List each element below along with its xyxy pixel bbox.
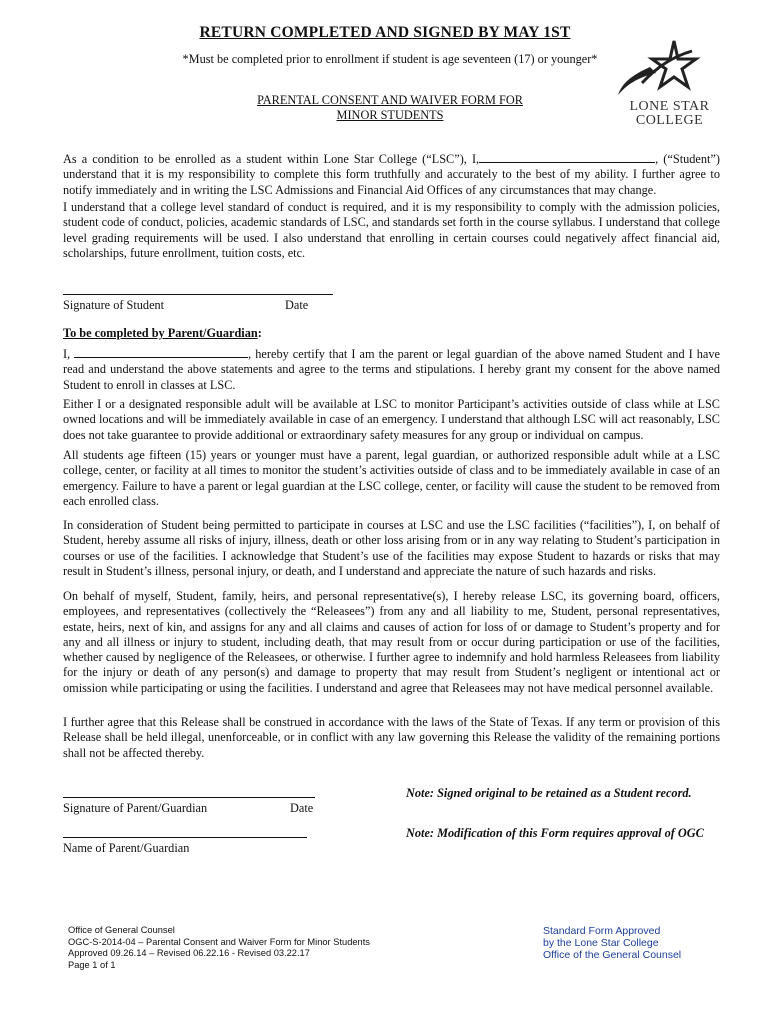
assumption-of-risk-paragraph: In consideration of Student being permitted to participate in courses at LSC and use the LSC facilities (“facilities”), I, on behalf of Student, hereby assume all risks of injury, illness, death or other loss arising from or in any way relating to Student’s participation in courses or use of the facilities. I acknowledge that Student’s use of the facilities may expose Student to hazards or risks that may result in Student’s illness, personal injury, or death, and I understand and appreciate the nature of such hazards and risks. — [63, 518, 720, 578]
form-title-line-2: MINOR STUDENTS — [336, 108, 444, 122]
student-conduct-paragraph: I understand that a college level standard of conduct is required, and it is my responsibility to comply with the admission policies, student code of conduct, policies, academic standards of LSC, and standards set forth in the course syllabus. I understand that college level grading requirements will be used. I also understand that enrolling in certain courses could negatively affect financial aid, scholarships, future enrollment, tuition costs, etc. — [63, 200, 720, 260]
logo-text-line-2: COLLEGE — [635, 113, 704, 128]
parent-certification-paragraph — [63, 347, 720, 393]
student-signature-label: Signature of Student — [63, 298, 165, 312]
parent-date-label: Date — [290, 801, 314, 815]
release-paragraph: On behalf of myself, Student, family, heirs, and personal representative(s), I hereby release LSC, its governing board, officers, employees, and representatives (collectively the “Releasees”) from any and all liability to me, Student, personal representatives, estate, heirs, next of kin, and assigns for any and all claims and causes of action for loss of or damage to Student’s property and for any and all illness or injury to student, including death, that may result from or occur during participation or use of the facilities, whether caused by negligence of the Releasees, or otherwise. I further agree to indemnify and hold harmless Releasees from liability for the injury or death of any person(s) and damage to property that may result from Student’s negligent or intentional act or omission while participating or using the facilities. I understand and agree that Releasees may not have medical personnel available. — [63, 589, 720, 695]
footer-left — [68, 925, 370, 971]
footer-form-id: OGC-S-2014-04 – Parental Consent and Waiver Form for Minor Students — [68, 936, 370, 947]
parent-signature-label: Signature of Parent/Guardian — [63, 801, 208, 815]
form-title — [200, 93, 580, 123]
supervision-paragraph: Either I or a designated responsible adult will be available at LSC to monitor Participant’s activities outside of class while at LSC owned locations and will be immediately available in case of an emergency. I understand that although LSC will act reasonably, LSC does not take guarantee to provide additional or extraordinary safety measures for any group or individual on campus. — [63, 397, 720, 442]
student-condition-paragraph — [63, 152, 720, 198]
parent-name-label: Name of Parent/Guardian — [63, 841, 190, 855]
retention-note: Note: Signed original to be retained as a Student record. — [406, 786, 692, 800]
parent-signature-line[interactable] — [63, 797, 315, 798]
footer-office: Office of General Counsel — [68, 925, 175, 935]
parent-section-heading — [63, 326, 262, 341]
governing-law-paragraph: I further agree that this Release shall be construed in accordance with the laws of the State of Texas. If any term or provision of this Release shall be held illegal, unenforceable, or in conflict with any law governing this Release the validity of the remaining portions shall not be affected thereby. — [63, 715, 720, 760]
page-title: RETURN COMPLETED AND SIGNED BY MAY 1ST — [199, 24, 571, 41]
approval-line-1: Standard Form Approved — [543, 925, 661, 937]
parent-name-field[interactable] — [74, 347, 248, 358]
student-para-1a: As a condition to be enrolled as a student within Lone Star College (“LSC”), I, — [63, 152, 480, 166]
parent-para-1b: , hereby certify that I am the parent or legal guardian of the above named Student and I have read and understand the above statements and agree to the terms and stipulations. I hereby grant my consent for the above named Student to enroll in classes at LSC. — [63, 347, 720, 392]
star-swoosh-icon — [612, 37, 722, 97]
lone-star-college-logo — [612, 37, 722, 129]
student-name-field[interactable] — [479, 152, 655, 163]
approval-line-2: by the Lone Star College — [543, 937, 659, 949]
parent-heading-text: To be completed by Parent/Guardian — [63, 326, 258, 340]
student-para-1b: , (“Student”) understand that it is my responsibility to complete this form truthfully and accurately to the best of my ability. I further agree to notify immediately and in writing the LSC Admissions and Financial Aid Offices of any circumstances that may change. — [63, 152, 720, 197]
student-date-label: Date — [285, 298, 309, 312]
footer-page-number: Page 1 of 1 — [68, 959, 116, 970]
enrollment-requirement-note: *Must be completed prior to enrollment if student is age seventeen (17) or younger* — [182, 52, 598, 66]
approval-line-3: Office of the General Counsel — [543, 949, 682, 961]
footer-approval-stamp — [543, 925, 681, 961]
parent-para-1a: I, — [63, 347, 71, 361]
footer-revisions: Approved 09.26.14 – Revised 06.22.16 - Revised 03.22.17 — [68, 948, 310, 958]
parent-name-line[interactable] — [63, 837, 307, 838]
age-requirement-paragraph: All students age fifteen (15) years or younger must have a parent, legal guardian, or authorized responsible adult while at a LSC college, center, or facility at all times to monitor the student’s activities outside of class and to be immediately available in case of an emergency. Failure to have a parent or legal guardian at the LSC college, center, or facility will cause the student to be removed from each enrolled class. — [63, 448, 720, 508]
parent-heading-colon: : — [257, 326, 262, 340]
logo-text-line-1: LONE STAR — [629, 99, 710, 114]
student-signature-line[interactable] — [63, 294, 333, 295]
form-title-line-1: PARENTAL CONSENT AND WAIVER FORM FOR — [257, 93, 523, 107]
modification-note: Note: Modification of this Form requires approval of OGC — [406, 826, 704, 840]
